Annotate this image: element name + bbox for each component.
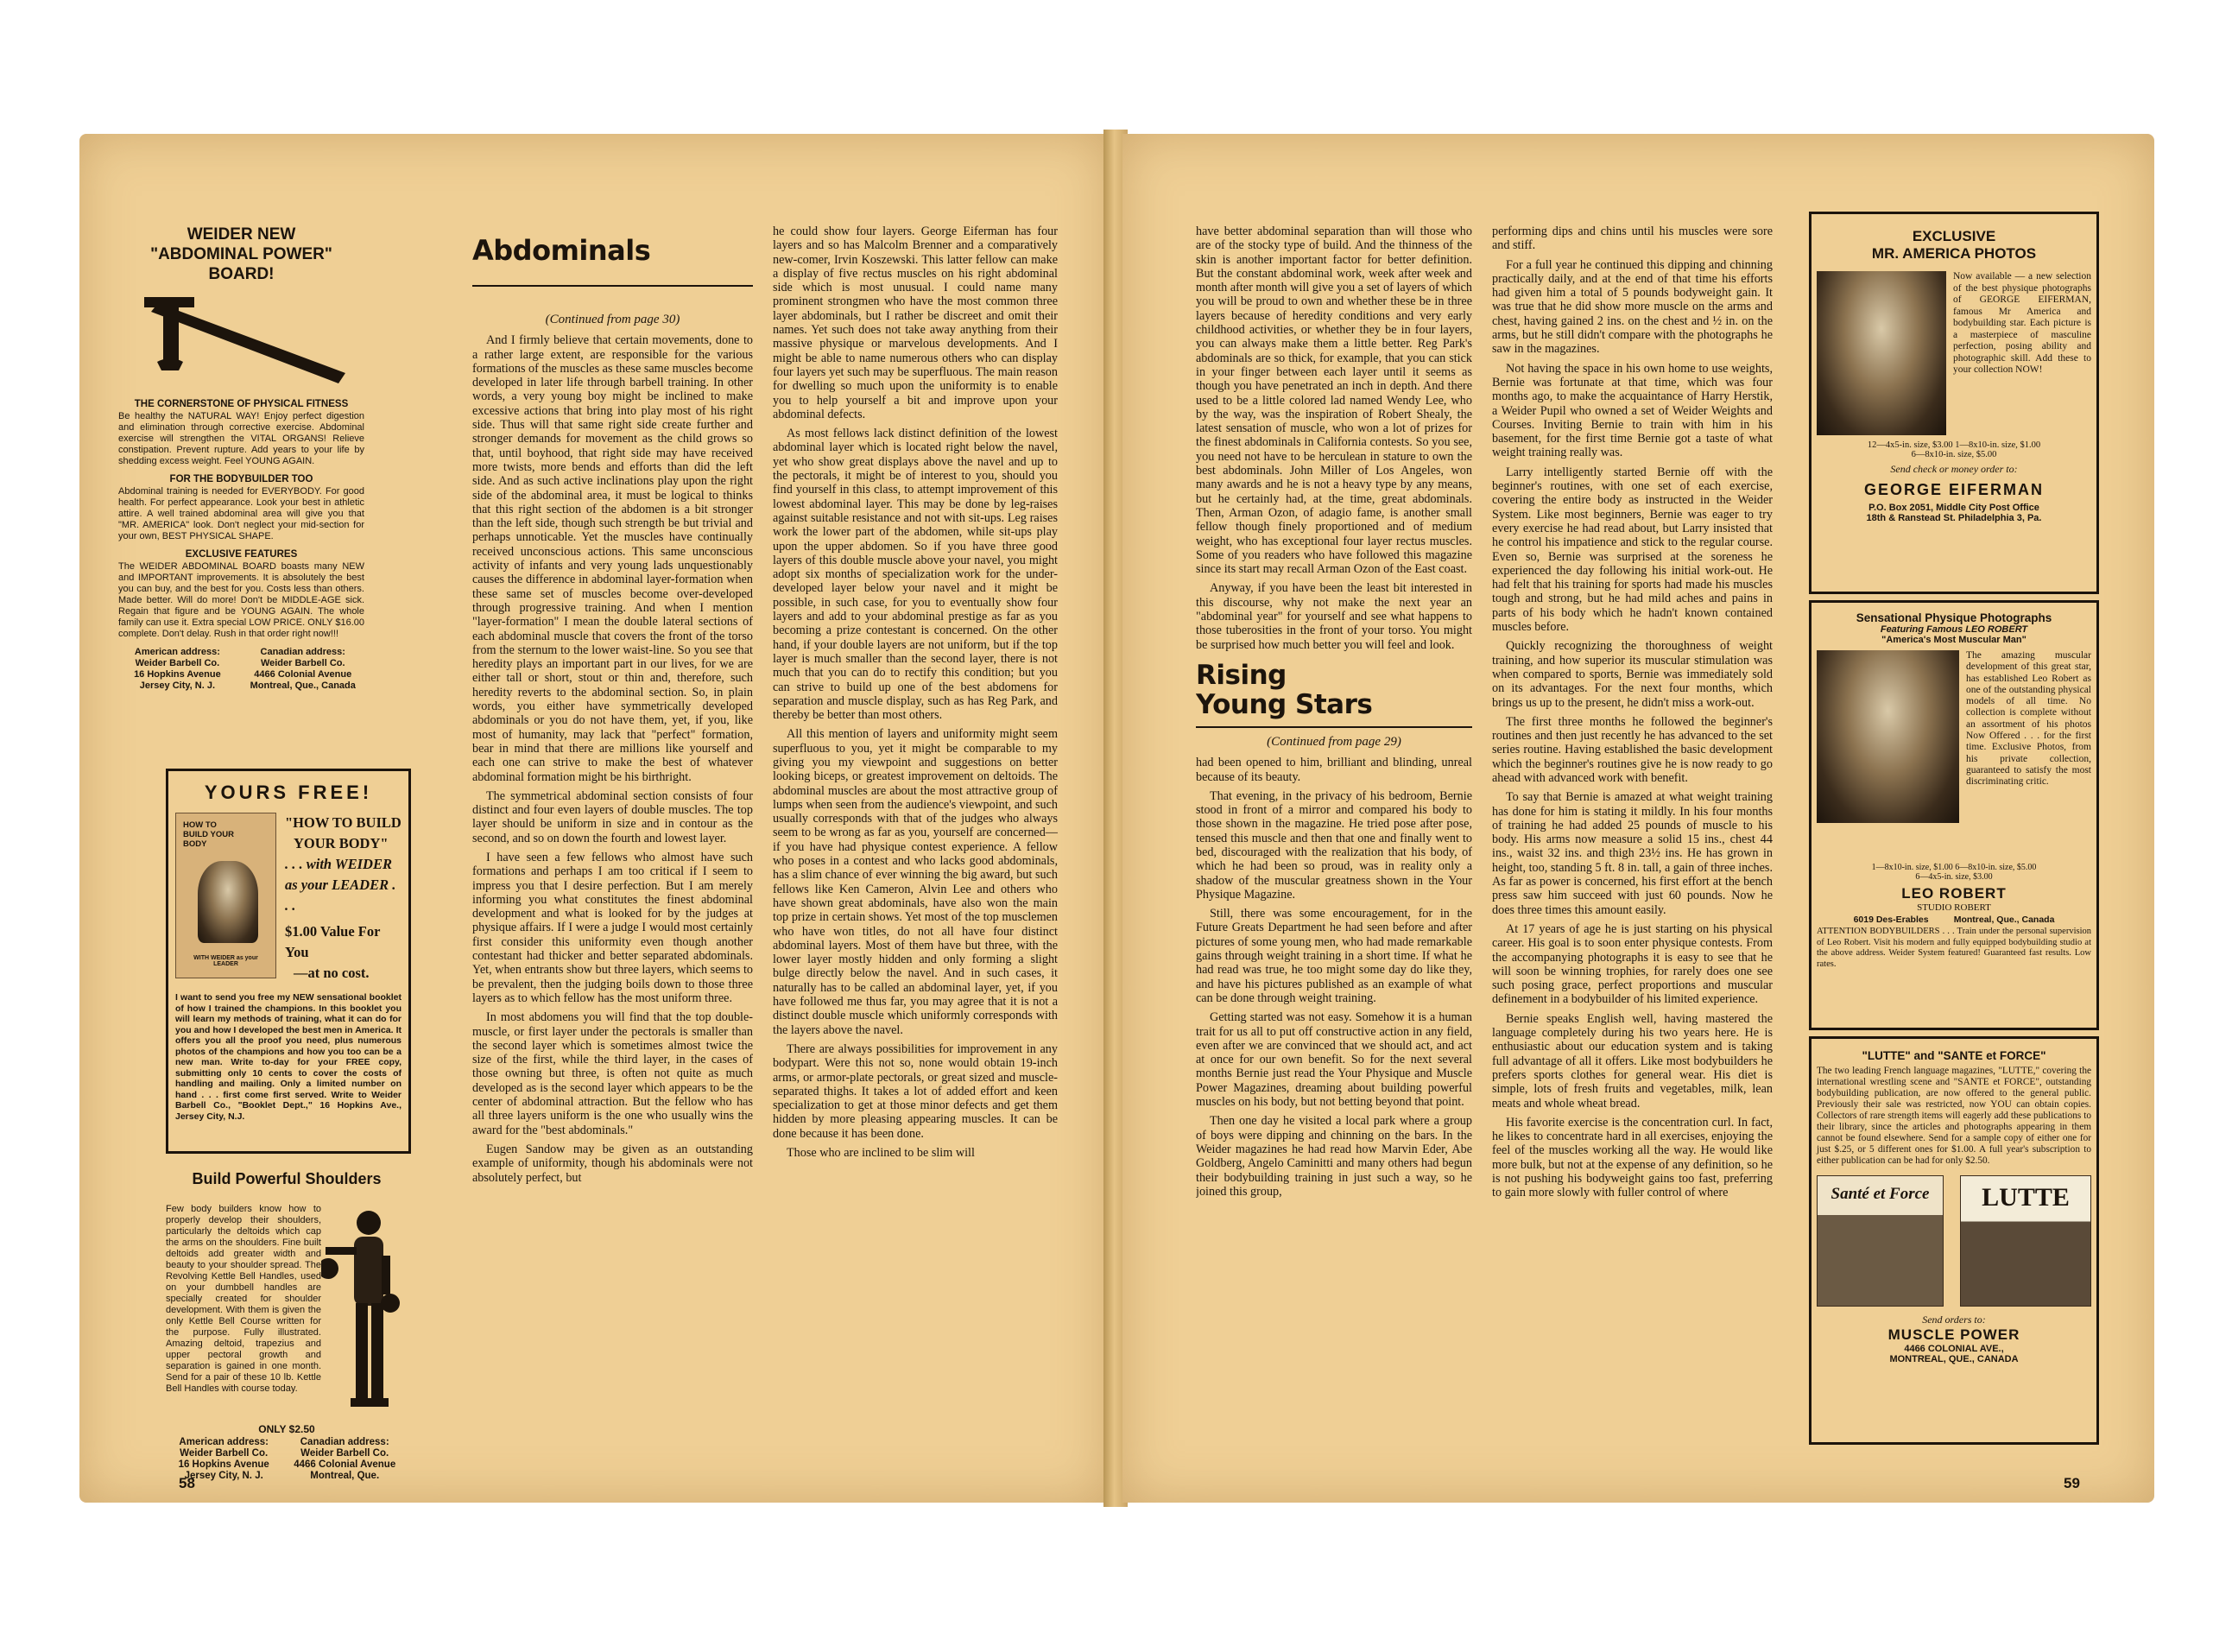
- abdominal-board-text1: Be healthy the NATURAL WAY! Enjoy perfect digestion and elimination through corrective exercise. Abdominal exercise will strengthen the VITAL ORGANS! Relieve constipation. Prevent rupture. Add years to your life by shedding excess weight. Feel YOUNG AGAIN.: [118, 411, 364, 466]
- sante-force-cover-title: Santé et Force: [1830, 1185, 1930, 1203]
- yours-free-nocost: —at no cost.: [294, 965, 370, 981]
- page-number-left: 58: [179, 1475, 195, 1491]
- left-page: [79, 134, 1107, 1503]
- eiferman-photo: [1817, 271, 1946, 435]
- eiferman-name: GEORGE EIFERMAN: [1863, 481, 2044, 498]
- rising-c1-p1: had been opened to him, brilliant and blinding, unreal because of its beauty.: [1196, 756, 1472, 784]
- lutte-address: 4466 COLONIAL AVE., MONTREAL, QUE., CANADA: [1889, 1344, 2019, 1364]
- shoulders-price: ONLY $2.50: [258, 1423, 315, 1435]
- abdominals-c2-p4: There are always possibilities for improvement in any bodypart. Were this not so, none would obtain 19-inch arms, or armor-plate pectorals, or great sized and muscle-separated thighs. It takes a lot of added effort and keen specialization to get at those minor defects and get them hidden by more pleasing appearing muscles. It can be done because it has been done.: [773, 1041, 1058, 1141]
- lutte-title: "LUTTE" and "SANTE et FORCE": [1862, 1049, 2046, 1062]
- abdominals-c1-p5: Eugen Sandow may be given as an outstanding example of uniformity, though his abdominals were not absolutely perfect, but: [472, 1142, 753, 1185]
- abdominals-c2-p5: Those who are inclined to be slim will: [787, 1146, 975, 1160]
- rising-title-2: Young Stars: [1196, 688, 1373, 720]
- rising-c2-p9: Bernie speaks English well, having mastered the language completely during his two years here. He is enthusiastic about our education system and is taking full advantage of all it offers. Like most bodybuilders he prefers sports clothes for general wear. His diet is simple, lots of fresh fruits and vegetables, milk, lean meats and whole wheat bread.: [1492, 1011, 1773, 1111]
- booklet-caption: WITH WEIDER as your LEADER: [193, 955, 258, 967]
- right-column-2: [1492, 225, 1773, 1503]
- booklet-figure: [198, 861, 258, 943]
- abdominal-board-american-address: American address: Weider Barbell Co. 16 Hopkins Avenue Jersey City, N. J.: [134, 647, 221, 691]
- yours-free-headline-1: "HOW TO BUILD: [285, 814, 402, 831]
- robert-attention: ATTENTION BODYBUILDERS . . . Train under the personal supervision of Leo Robert. Visit his modern and fully equipped bodybuilding studio at the above address. Weider System featured! Guaranteed fast results. Low rates.: [1817, 927, 2091, 969]
- robert-prices: 1—8x10-in. size, $1.00 6—8x10-in. size, $5.00 6—4x5-in. size, $3.00: [1871, 863, 2037, 882]
- booklet-image: [175, 813, 276, 978]
- robert-studio: STUDIO ROBERT: [1917, 902, 1991, 913]
- right-column-1: [1196, 225, 1472, 1503]
- lutte-ad: [1809, 1036, 2099, 1445]
- abdominals-end-p2: Anyway, if you have been the least bit interested in this discourse, why not make the next year an "abdominal year" for yourself and see what happens to those tuberosities in the front of your torso. You might be surprised how much better you will feel and look.: [1196, 581, 1472, 652]
- rising-c1-p2: That evening, in the privacy of his bedroom, Bernie stood in front of a mirror and compared his body to those shown in the magazine. He tried pose after pose, tensed this muscle and then that one and finally went to bed, discouraged with the realization that his body, of which he had been so proud, was in reality only a shadow of the muscular greatness shown in the Your Physique Magazine.: [1196, 788, 1472, 902]
- rising-c2-p2: For a full year he continued this dipping and chinning practically daily, and at the end of that time his efforts had given him a total of 5 pounds bodyweight gain. It was true that he did show more muscle on the arms and chest, having gained 2 ins. on the chest and ½ in. on the arms, but he still didn't compare with the photographs he saw in the magazines.: [1492, 257, 1773, 357]
- rising-c2-p8: At 17 years of age he is just starting on his physical career. His goal is to soon enter physique contests. From the accompanying photographs it is easy to see that he will soon be winning trophies, for rarely does one see such posing grace, perfect proportions and muscular definement in a bodybuilder of his limited experience.: [1492, 921, 1773, 1007]
- shoulders-american-address: American address: Weider Barbell Co. 16 Hopkins Avenue Jersey City, N. J.: [178, 1437, 269, 1481]
- lutte-cover: [1960, 1175, 2091, 1307]
- eiferman-send: Send check or money order to:: [1890, 463, 2018, 475]
- robert-body: The amazing muscular development of this great star, has established Leo Robert as one of the outstanding physical models of all time. No collection is complete without an assortment of his photos Now Offered . . . for the first time. Exclusive Photos, from his private collection, guaranteed to satisfy the most discriminating critic.: [1966, 650, 2091, 788]
- eiferman-title-1: EXCLUSIVE: [1912, 228, 1996, 244]
- robert-tagline: "America's Most Muscular Man": [1881, 635, 2027, 645]
- yours-free-headline-3: . . . with WEIDER: [285, 856, 392, 872]
- rising-c1-p4: Getting started was not easy. Somehow it is a human trait for us all to put off constructive action in any field, even after we are convinced that we should act, and act at once for our own benefit. So for the next several months Bernie just read the Your Physique and Muscle Power Magazines, dreaming about building powerful muscles on his body, but not betting beyond that point.: [1196, 1010, 1472, 1110]
- yours-free-body: I want to send you free my NEW sensational booklet of how I trained the champions. In this booklet you will learn my methods of training, what it can do for you and how I developed the best men in America. It offers you all the proof you need, plus numerous photos of the champions and how you too can be a new man. Write to-day for your FREE copy, submitting only 10 cents to cover the costs of handling and mailing. Only a limited number on hand . . . first come first served. Write to Weider Barbell Co., "Booklet Dept.," 16 Hopkins Ave., Jersey City, N.J.: [175, 992, 402, 1122]
- abdominals-c2-p3: All this mention of layers and uniformity might seem superfluous to you, yet it might be comparable to my giving you my viewpoint and suggestions on better looking biceps, or greatest improvement on deltoids. The abdominal muscles are about the most attractive group of lumps when seen from the audience's viewpoint, and such usually corresponds with that of the judges who always seem to be wrong as far as you, yourself are concerned—if you have had physique contest experience. A fellow who poses in a contest and who lacks good abdominals, has a slim chance of ever winning the big award, but such fellows like Ken Cameron, Alvin Lee and others who have shown great abdominals, have also won the main top prize in certain shows. Yet most of the top musclemen who have won titles, do not all have four distinct abdominal layers. Most of them have but three, with the lower layer mostly hidden and only forming a slight bulge directly below the navel. And in such cases, it naturally has to be called an abdominal layer, yet, if you have followed me thus far, you may agree that it is not a distinct double muscle which uniformly corresponds with the layers above the navel.: [773, 727, 1058, 1037]
- eiferman-body: Now available — a new selection of the best physique photographs of GEORGE EIFERMAN, famous Mr America and bodybuilding star. Each picture is a masterpiece of masculine perfection, posing ability and photographic skill. Add these to your collection NOW!: [1953, 271, 2091, 375]
- eiferman-prices: 12—4x5-in. size, $3.00 1—8x10-in. size, $1.00 6—8x10-in. size, $5.00: [1867, 440, 2041, 459]
- shoulders-title: Build Powerful Shoulders: [192, 1170, 382, 1187]
- lutte-name: MUSCLE POWER: [1887, 1326, 2020, 1343]
- robert-address: 6019 Des-Erables Montreal, Que., Canada: [1853, 915, 2055, 925]
- robert-title: Sensational Physique Photographs: [1856, 611, 2052, 624]
- rising-c2-p3: Not having the space in his own home to use weights, Bernie was fortunate at that time, which was four months ago, to make the acquaintance of Harry Herstik, a Weider Pupil who owned a set of Weider Weights and Courses. Inviting Bernie to train with him in his basement, for the first time Bernie got a taste of what weight training really was.: [1492, 361, 1773, 460]
- lutte-send: Send orders to:: [1922, 1313, 1986, 1326]
- abdominals-c2-p1: he could show four layers. George Eiferman has four layers and so has Malcolm Brenner and a comparatively new-comer, Irvin Koszewski. This latter fellow can make a display of five rectus muscles on his right abdominal side which is most unusual. I could name many prominent strongmen who have the most common three layer abdominals, but I rather be discreet and omit their names. Yet such does not take away anything from their massive physique or marvelous developments. And I might be able to name numerous others who can display four layers yet such may be superfluous. The main reason for dwelling so much upon the uniformity is to enable you to help yourself a bit and improve upon your abdominal defects.: [773, 225, 1058, 421]
- yours-free-ad: [166, 769, 411, 1154]
- rising-c1-p3: Still, there was some encouragement, for in the Future Greats Department he had seen before and after pictures of some young men, who had made remarkable gains through weight training in a short time. If what he had read was true, he too might some day do like they, and have his pictures published as an example of what can be done through weight training.: [1196, 907, 1472, 1005]
- abdominal-board-text3: The WEIDER ABDOMINAL BOARD boasts many NEW and IMPORTANT improvements. It is absolutely the best you can buy, and the best for you. Costs less than others. Made better. Will do more! Don't be MIDDLE-AGE sick. Regain that figure and be YOUNG AGAIN. The whole family can use it. Extra special LOW PRICE. ONLY $16.00 complete. Don't delay. Rush in that order right now!!!: [118, 561, 364, 639]
- lutte-body: The two leading French language magazines, "LUTTE," covering the international wrestling scene and "SANTE et FORCE", outstanding bodybuilding publication, are now offered to the general public. Previously their sale was restricted, now YOU can obtain copies. Collectors of rare strength items will eagerly add these publications to their library, since the articles and photographs appearing in them cannot be found elsewhere. Send for a sample copy of either one for just $.25, or 5 different ones for $1.00. A full year's subscription to either publication can be had for only $2.50.: [1817, 1066, 2091, 1166]
- abdominals-end-p1: have better abdominal separation than will those who are of the stocky type of build. And the thinness of the skin is another important factor for better definition. But the constant abdominal work, week after week and month after month will give you a set of layers of which you will be proud to own and whether these be in three layers because of heredity conditions and very early childhood activities, or whether they be in four layers, you can always make them a little better. Reg Park's abdominals are so thick, for example, that you can stick in your finger between each layer until it seems as though you have penetrated an inch in depth. And there used to be a little colored lad named Wendy Lee, who by the way, was the inspiration of Robert Shealy, the latest sensation of muscle, who won a lot of prizes for the finest abdominals in California contests. So you see, you need not have to be herculean in stature to own the best abdominals. John Miller of Los Angeles, won many awards and he is not a heavy type by any means, but he certainly had, at the time, great abdominals. Then, Arman Ozon, of adagio fame, is another small fellow though finely proportioned and of medium weight, who has exceptional four layer rectus muscles. Some of you readers who have followed this magazine since its start may recall Arman Ozon of the East coast.: [1196, 225, 1472, 577]
- abdominals-title: Abdominals: [472, 234, 651, 267]
- eiferman-title-2: MR. AMERICA PHOTOS: [1871, 245, 2037, 262]
- abdominals-title-rule: [472, 285, 753, 287]
- abdominals-continued: (Continued from page 30): [545, 313, 680, 326]
- page-number-right: 59: [2064, 1475, 2080, 1491]
- eiferman-ad: [1809, 212, 2099, 594]
- rising-c2-p7: To say that Bernie is amazed at what weight training has done for him is stating it mildly. In his four months of training he had added 25 pounds of muscle to his body. His arms now measure a solid 15 ins., chest 44 ins., waist 32 ins. and thigh 23½ ins. He has grown in height, too, standing 5 ft. 8 in. tall, a gain of three inches. As far as power is concerned, his first effort at the bench press saw him succeed with just 60 pounds. Now he does three times this amount easily.: [1492, 790, 1773, 917]
- rising-c2-p10: His favorite exercise is the concentration curl. In fact, he likes to concentrate hard in all exercises, enjoying the feel of the muscles working all the way. He would like more bulk, but not at the expense of any definition, so he is not pushing his bodyweight gains too fast, preferring to gain more slowly with fuller control of where: [1492, 1115, 1773, 1200]
- rising-c2-p5: Quickly recognizing the thoroughness of weight training, and how superior its muscular stimulation was when compared to sports, Bernie was immediately sold on its advantages. For the next four months, which brings us up to the present, he didn't miss a work-out.: [1492, 639, 1773, 710]
- yours-free-headline-2: YOUR BODY": [294, 835, 389, 851]
- leo-robert-ad: [1809, 600, 2099, 1030]
- yours-free-headline-4: as your LEADER . . .: [285, 877, 396, 914]
- lutte-cover-title: LUTTE: [1982, 1183, 2070, 1212]
- abdominals-c1-p3: I have seen a few fellows who almost have such formations and perhaps I am too critical if I seem to impress you that I desire perfection. But I am merely informing you what constitutes the finest abdominal development and what is looked for by the judges at physique affairs. If I were a judge I would most certainly first consider this uniformity even though another contestant had thicker and better separated abdominals. Yet, when entrants show but three layers, which seems to be prevalent, then the judging boils down to those three layers as to which fellow has the most uniform three.: [472, 850, 753, 1005]
- rising-c1-p5: Then one day he visited a local park where a group of boys were dipping and chinning on the bars. In the Weider magazines he had read how Marvin Eder, Abe Goldberg, Angelo Caminitti and many others had begun their bodybuilding training in just such a way, so he joined this group,: [1196, 1114, 1472, 1199]
- kettlebell-man-illustration: [321, 1204, 408, 1420]
- rising-continued: (Continued from page 29): [1267, 734, 1401, 749]
- shoulders-body: Few body builders know how to properly develop their shoulders, particularly the deltoids which cap the arms on the shoulders. Fine built deltoids add greater width and beauty to your shoulder spread. The Revolving Kettle Bell Handles, used on your dumbbell handles are specially created for shoulder development. With them is given the only Kettle Bell Course written for the purpose. Fully illustrated. Amazing deltoid, trapezius and upper pectoral growth and separation is gained in one month. Send for a pair of these 10 lb. Kettle Bell Handles with course today.: [166, 1204, 321, 1394]
- sante-force-cover: [1817, 1175, 1944, 1307]
- abdominal-board-sub1: THE CORNERSTONE OF PHYSICAL FITNESS: [134, 399, 349, 409]
- rising-title-rule: [1196, 726, 1472, 728]
- rising-title-1: Rising: [1196, 659, 1287, 691]
- rising-c2-p1: performing dips and chins until his muscles were sore and stiff.: [1492, 225, 1773, 253]
- yours-free-value: $1.00 Value For You: [285, 923, 381, 960]
- abdominal-board-sub3: EXCLUSIVE FEATURES: [185, 549, 298, 560]
- abdominals-c1-p1: And I firmly believe that certain movements, done to a rather large extent, are responsible for the various formations of the muscles as these same muscles become developed in later life through barbell training. In other words, a very young boy might be inclined to make excessive actions that bring into play most of his right side. Thus will that same right side create further and stronger demands for movement as the child grows so that, until boyhood, that right side may have received more twists, more bends and efforts than did the left side. And as such active inclinations play upon the right side of the abdominal area, it must be logical to thinks that this right section of the abdomen is a bit stronger than the left side, though such strength be but trivial and perhaps unnoticable. Yet the muscles have continually received unconscious actions. This same unconscious activity of infants and very young lads unquestionably causes the difference in abdominal layer-formation when these same set of muscles become over-developed through progressive training. And when I mention "layer-formation" I mean the double lateral sections of each abdominal muscle that covers the front of the torso from the sternum to the lower waist-line. So you see that heredity plays an important part in our lives, for we are either tall or short, stout or thin and, therefore, such heredity reverts to the abdominal section. So, in plain words, you either have symmetrically developed abdominals or you do not have them, yet, if you, like most of humanity, may lack that "perfect" formation, bear in mind that there are millions like yourself and each one can strive to make the best of whatever abdominal formation might be his birthright.: [472, 333, 753, 784]
- shoulders-ad: [166, 1170, 408, 1482]
- abdominals-c1-p4: In most abdomens you will find that the top double-muscle, or first layer under the pectorals is smaller than the second layer which is sometimes almost twice the size of the first, while the third layer, in the cases of those owning but three, is often not quite as much developed as is the second layer which appears to be the center of abdominal attraction. But the fellow who has all three layers uniform is the one who usually wins the award for the "best abdominals.": [472, 1010, 753, 1137]
- abdominals-c2-p2: As most fellows lack distinct definition of the lowest abdominal layer which is located right below the navel, yet who show great displays above the navel and up to the pectorals, it might be of interest to you, should you find yourself in this class, to attempt improvement of this lowest abdominal layer. This may be done by leg-raises against suitable resistance and not with sit-ups. Leg raises work the lower part of the abdomen, while sit-ups play upon the upper abdomen. So if you have three good layers of this double muscle above your navel, you might adopt six months of specialization work for the under-developed layer below your navel and it might be possible, in such case, for you to eventually show four layers and add to your abdominal prestige as far as you becoming a prize contestant is concerned. On the other hand, if your double layers are not uniform, but if the top layer is much smaller than the second layer, there is not much that you can do to rectify this condition; but you can strive to build up one of the best abdomens for separation and muscle display, such as has Reg Park, and thereby be better than most others.: [773, 427, 1058, 723]
- abdominal-board-canadian-address: Canadian address: Weider Barbell Co. 4466 Colonial Avenue Montreal, Que., Canada: [250, 647, 356, 691]
- abdominals-column-2: [773, 225, 1058, 1503]
- eiferman-address: P.O. Box 2051, Middle City Post Office 18th & Ranstead St. Philadelphia 3, Pa.: [1866, 503, 2042, 523]
- abdominals-column-1: [472, 225, 753, 1503]
- abdominal-board-illustration: [118, 284, 364, 388]
- robert-photo: [1817, 650, 1959, 823]
- abdominal-board-text2: Abdominal training is needed for EVERYBODY. For good health. For perfect appearance. Look your best in athletic attire. A well trained abdominal area will give you that "MR. AMERICA" look. Don't neglect your mid-section for your own, BEST PHYSICAL SHAPE.: [118, 486, 364, 541]
- abdominal-board-sub2: FOR THE BODYBUILDER TOO: [169, 474, 313, 484]
- rising-c2-p4: Larry intelligently started Bernie off with the beginner's routines, with one set of each exercise, covering the entire body as instructed in the Weider System. Like most beginners, Bernie was eager to try every exercise he had read about, but Larry insisted that he control his impatience and stick to the regular course. Even so, Bernie was surprised at the soreness he experienced the day following his initial work-out. He had felt that his training for sports had made his muscles tough and strong, but he had mild aches and pains in parts of his body which he hadn't known contained muscles before.: [1492, 465, 1773, 635]
- yours-free-title: YOURS FREE!: [204, 782, 373, 803]
- shoulders-canadian-address: Canadian address: Weider Barbell Co. 4466 Colonial Avenue Montreal, Que.: [294, 1437, 396, 1481]
- abdominal-board-ad: [118, 225, 364, 692]
- robert-featuring: Featuring Famous LEO ROBERT: [1880, 624, 2028, 635]
- robert-name: LEO ROBERT: [1901, 885, 2007, 902]
- abdominal-board-title: WEIDER NEW "ABDOMINAL POWER" BOARD!: [150, 225, 332, 283]
- abdominals-c1-p2: The symmetrical abdominal section consists of four distinct and four even layers of double muscles. The top layer should be uniform in size and in contour as the second, and so on down the fourth and lowest layer.: [472, 788, 753, 845]
- rising-c2-p6: The first three months he followed the beginner's routines and then just recently he has advanced to the set series routine. Having established the basic development which the beginner's routines give he is now ready to go ahead with advanced work with benefit.: [1492, 714, 1773, 785]
- right-page: [1122, 134, 2154, 1503]
- booklet-cover-title: HOW TO BUILD YOUR BODY: [183, 820, 234, 849]
